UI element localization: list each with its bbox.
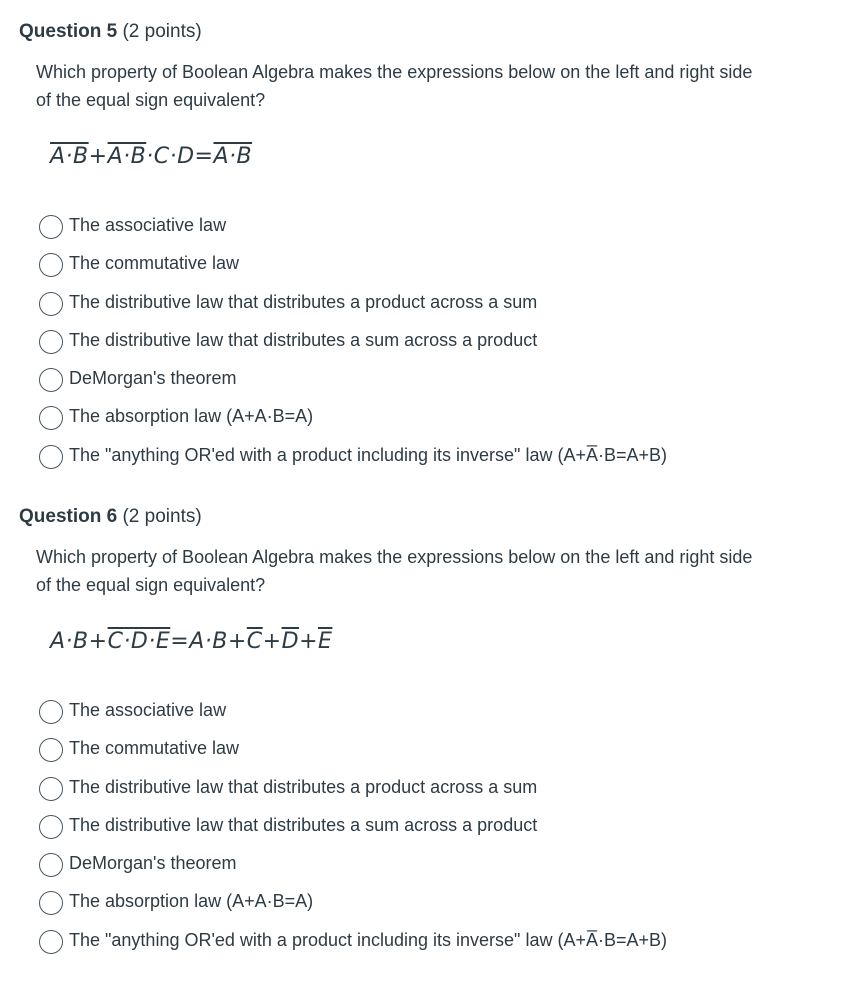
boolean-equation bbox=[50, 629, 332, 669]
answer-option[interactable] bbox=[0, 323, 848, 361]
radio-button[interactable] bbox=[39, 253, 63, 277]
radio-button[interactable] bbox=[39, 330, 63, 354]
option-label[interactable]: The distributive law that distributes a product across a sum bbox=[69, 291, 538, 312]
eq-plus: + bbox=[227, 629, 247, 654]
option-label[interactable]: The distributive law that distributes a sum across a product bbox=[69, 329, 538, 350]
question-prompt: Which property of Boolean Algebra makes the expressions below on the left and right side of the equal sign equivalent? bbox=[36, 62, 753, 110]
option-label[interactable]: The absorption law (A+A·B=A) bbox=[69, 891, 314, 912]
answer-option[interactable] bbox=[0, 399, 848, 437]
eq-term-not-d: $\overline{D}$ bbox=[281, 629, 300, 654]
eq-term-not-e: $\overline{E}$ bbox=[318, 629, 333, 654]
eq-term-not-c: $\overline{C}$ bbox=[246, 629, 263, 654]
eq-term-ab: A·B bbox=[50, 629, 89, 654]
answer-option[interactable] bbox=[0, 208, 848, 246]
question-header bbox=[19, 18, 202, 46]
eq-term-not-cde: C·D·E bbox=[107, 629, 171, 654]
eq-term-result: A·B bbox=[213, 144, 253, 169]
eq-plus: + bbox=[299, 629, 318, 654]
radio-button[interactable] bbox=[39, 738, 63, 762]
option-label[interactable]: The associative law bbox=[69, 700, 227, 720]
answer-options bbox=[0, 693, 848, 961]
boolean-equation bbox=[50, 144, 252, 184]
question-points: (2 points) bbox=[122, 506, 202, 527]
answer-option[interactable] bbox=[0, 846, 848, 884]
eq-plus: + bbox=[88, 629, 108, 654]
question-prompt: Which property of Boolean Algebra makes the expressions below on the left and right side of the equal sign equivalent? bbox=[36, 547, 753, 595]
answer-options bbox=[0, 208, 848, 476]
radio-button[interactable] bbox=[39, 445, 63, 469]
answer-option[interactable] bbox=[0, 884, 848, 922]
answer-option[interactable] bbox=[0, 246, 848, 284]
eq-equals: = bbox=[194, 144, 214, 169]
eq-plus: + bbox=[262, 629, 282, 654]
radio-button[interactable] bbox=[39, 777, 63, 801]
eq-term-cd: ·C·D bbox=[146, 144, 195, 169]
question-header bbox=[19, 503, 202, 531]
option-label[interactable]: The distributive law that distributes a sum across a product bbox=[69, 814, 538, 835]
radio-button[interactable] bbox=[39, 215, 63, 239]
radio-button[interactable] bbox=[39, 853, 63, 877]
eq-term-not-ab-2: A·B bbox=[107, 144, 147, 169]
radio-button[interactable] bbox=[39, 700, 63, 724]
radio-button[interactable] bbox=[39, 930, 63, 954]
eq-plus: + bbox=[88, 144, 108, 169]
option-label[interactable]: The absorption law (A+A·B=A) bbox=[69, 406, 314, 427]
option-label[interactable]: DeMorgan's theorem bbox=[69, 368, 237, 389]
answer-option[interactable] bbox=[0, 361, 848, 399]
option-label[interactable]: The "anything OR'ed with a product including its inverse" law (A+A̅·B=A+B) bbox=[69, 929, 668, 950]
answer-option[interactable] bbox=[0, 438, 848, 476]
radio-button[interactable] bbox=[39, 815, 63, 839]
option-label[interactable]: The associative law bbox=[69, 215, 227, 235]
answer-option[interactable] bbox=[0, 923, 848, 961]
radio-button[interactable] bbox=[39, 406, 63, 430]
answer-option[interactable] bbox=[0, 770, 848, 808]
option-label[interactable]: The distributive law that distributes a product across a sum bbox=[69, 776, 538, 797]
radio-button[interactable] bbox=[39, 368, 63, 392]
eq-equals: = bbox=[170, 629, 190, 654]
answer-option[interactable] bbox=[0, 693, 848, 731]
question-title: Question 5 bbox=[19, 21, 118, 42]
answer-option[interactable] bbox=[0, 808, 848, 846]
option-label[interactable]: DeMorgan's theorem bbox=[69, 853, 237, 874]
eq-term-not-ab: A·B bbox=[50, 144, 89, 169]
radio-button[interactable] bbox=[39, 292, 63, 316]
radio-button[interactable] bbox=[39, 891, 63, 915]
answer-option[interactable] bbox=[0, 731, 848, 769]
option-label[interactable]: The commutative law bbox=[69, 253, 240, 274]
answer-option[interactable] bbox=[0, 285, 848, 323]
eq-term-ab-right: A·B bbox=[189, 629, 228, 654]
question-points: (2 points) bbox=[122, 21, 202, 42]
option-label[interactable]: The commutative law bbox=[69, 738, 240, 759]
question-title: Question 6 bbox=[19, 506, 118, 527]
option-label[interactable]: The "anything OR'ed with a product including its inverse" law (A+A̅·B=A+B) bbox=[69, 444, 668, 465]
